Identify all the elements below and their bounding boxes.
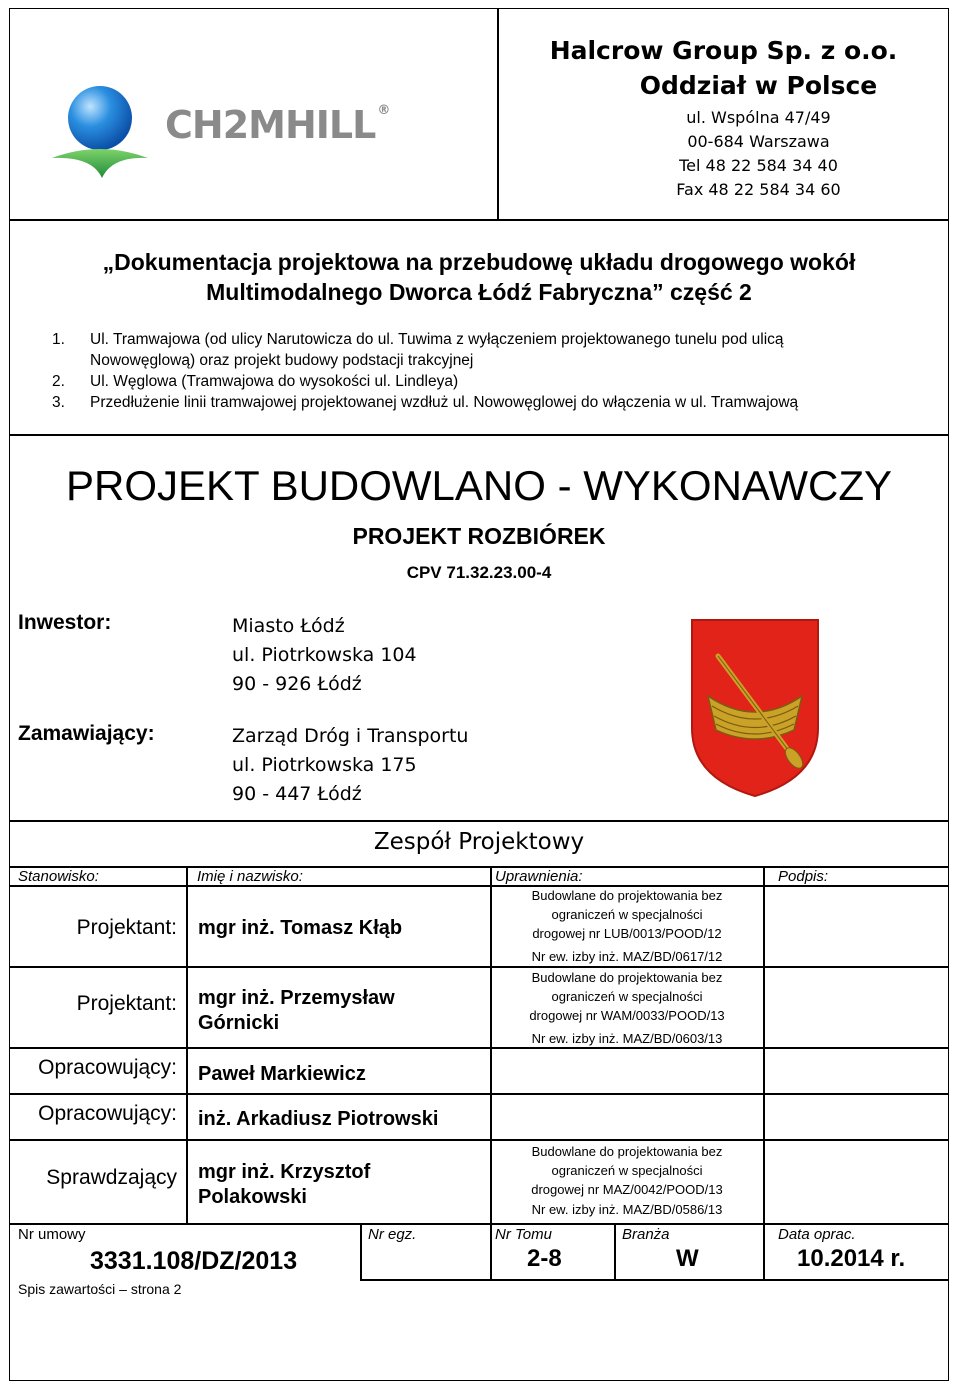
investor-line-1: Miasto Łódź xyxy=(232,615,345,637)
doc-title xyxy=(9,247,949,307)
team-role: Projektant: xyxy=(76,992,177,1015)
header-permissions: Uprawnienia: xyxy=(495,868,583,885)
logo-text: CH2MHILL xyxy=(165,103,376,147)
investor-label: Inwestor: xyxy=(18,611,112,634)
scope-item-num: 1. xyxy=(52,331,65,348)
header-divider xyxy=(9,219,949,221)
team-member-name: mgr inż. Krzysztof Polakowski xyxy=(198,1161,371,1208)
team-table-bottom xyxy=(9,1223,949,1225)
team-permissions: Budowlane do projektowania bez ograniczeń w specjalności drogowej nr MAZ/0042/POOD/13 Nr ew. izby inż. MAZ/BD/0586/13 xyxy=(531,1144,723,1217)
company-branch: Oddział w Polsce xyxy=(639,71,878,100)
cpv-code: CPV 71.32.23.00-4 xyxy=(406,563,552,582)
team-member-name: mgr inż. Tomasz Kłąb xyxy=(198,917,403,939)
logo-leaf-icon xyxy=(52,149,148,178)
company-tel: Tel 48 22 584 34 40 xyxy=(679,156,838,175)
header-name: Imię i nazwisko: xyxy=(197,868,303,885)
team-col-divider-3 xyxy=(763,866,765,1224)
title-divider xyxy=(9,434,949,436)
team-member-name: mgr inż. Przemysław Górnicki xyxy=(198,987,395,1034)
investor-details xyxy=(232,612,417,699)
team-role: Sprawdzający xyxy=(46,1166,177,1189)
contract-label: Nr umowy xyxy=(18,1226,86,1243)
company-fax: Fax 48 22 584 34 60 xyxy=(676,180,841,199)
logo-wordmark xyxy=(165,103,389,147)
date-label: Data oprac. xyxy=(778,1226,856,1243)
team-row-divider xyxy=(9,1139,949,1141)
team-member-name: Paweł Markiewicz xyxy=(198,1063,366,1085)
header-signature: Podpis: xyxy=(778,868,829,885)
orderer-line-1: Zarząd Dróg i Transportu xyxy=(232,725,469,747)
orderer-details xyxy=(232,722,468,809)
branch-value: W xyxy=(676,1245,699,1272)
footer-col-divider xyxy=(763,1223,765,1280)
footer-col-divider xyxy=(490,1223,492,1280)
team-row-divider xyxy=(9,1093,949,1095)
investor-divider xyxy=(9,820,949,822)
team-col-divider-1 xyxy=(186,866,188,1224)
team-row-divider xyxy=(9,966,949,968)
team-role: Projektant: xyxy=(76,916,177,939)
volume-value: 2-8 xyxy=(527,1245,562,1272)
footer-col-divider xyxy=(614,1223,616,1280)
scope-item-num: 2. xyxy=(52,373,65,390)
footer-col-divider xyxy=(360,1223,362,1280)
scope-item-num: 3. xyxy=(52,394,65,411)
logo-sphere-icon xyxy=(68,86,132,150)
team-permissions: Budowlane do projektowania bez ograniczeń w specjalności drogowej nr WAM/0033/POOD/13 Nr ew. izby inż. MAZ/BD/0603/13 xyxy=(529,970,725,1046)
lodz-coat-of-arms xyxy=(690,618,820,798)
team-role: Opracowujący: xyxy=(38,1056,177,1079)
contents-note: Spis zawartości – strona 2 xyxy=(18,1281,182,1297)
doc-title-line-2: Multimodalnego Dworca Łódź Fabryczna” część 2 xyxy=(206,279,752,305)
scope-item-text: Ul. Węglowa (Tramwajowa do wysokości ul. Lindleya) xyxy=(90,373,459,390)
investor-line-3: 90 - 926 Łódź xyxy=(232,673,362,695)
header-position: Stanowisko: xyxy=(18,868,99,885)
team-row-divider xyxy=(9,1047,949,1049)
doc-title-line-1: „Dokumentacja projektowa na przebudowę układu drogowego wokół xyxy=(102,249,856,275)
project-subtype: PROJEKT ROZBIÓREK xyxy=(352,523,606,549)
orderer-line-3: 90 - 447 Łódź xyxy=(232,783,362,805)
team-title: Zespół Projektowy xyxy=(373,829,585,855)
orderer-label: Zamawiający: xyxy=(18,722,155,745)
company-name: Halcrow Group Sp. z o.o. xyxy=(549,36,898,65)
orderer-line-2: ul. Piotrkowska 175 xyxy=(232,754,417,776)
volume-label: Nr Tomu xyxy=(495,1226,552,1243)
team-role: Opracowujący: xyxy=(38,1102,177,1125)
branch-label: Branża xyxy=(622,1226,670,1243)
company-block xyxy=(498,36,949,199)
contract-value: 3331.108/DZ/2013 xyxy=(90,1247,298,1275)
scope-item-text: Nowowęglową) oraz projekt budowy podstacji trakcyjnej xyxy=(90,352,474,369)
logo-registered-mark: ® xyxy=(377,103,390,118)
company-address-1: ul. Wspólna 47/49 xyxy=(686,108,831,127)
scope-item-text: Ul. Tramwajowa (od ulicy Narutowicza do ul. Tuwima z wyłączeniem projektowanego tunelu pod ulicą xyxy=(90,331,784,348)
footer-bottom-line xyxy=(360,1279,949,1281)
team-permissions: Budowlane do projektowania bez ograniczeń w specjalności drogowej nr LUB/0013/POOD/12 Nr ew. izby inż. MAZ/BD/0617/12 xyxy=(531,888,723,964)
project-type: PROJEKT BUDOWLANO - WYKONAWCZY xyxy=(65,462,893,509)
copy-label: Nr egz. xyxy=(368,1226,417,1243)
investor-line-2: ul. Piotrkowska 104 xyxy=(232,644,417,666)
scope-item-text: Przedłużenie linii tramwajowej projektowanej wzdłuż ul. Nowowęglowej do włączenia w ul. Tramwajową xyxy=(90,394,799,411)
team-header-bottom xyxy=(9,885,949,887)
team-member-name: inż. Arkadiusz Piotrowski xyxy=(198,1108,439,1130)
company-address-2: 00-684 Warszawa xyxy=(687,132,830,151)
date-value: 10.2014 r. xyxy=(797,1245,906,1272)
